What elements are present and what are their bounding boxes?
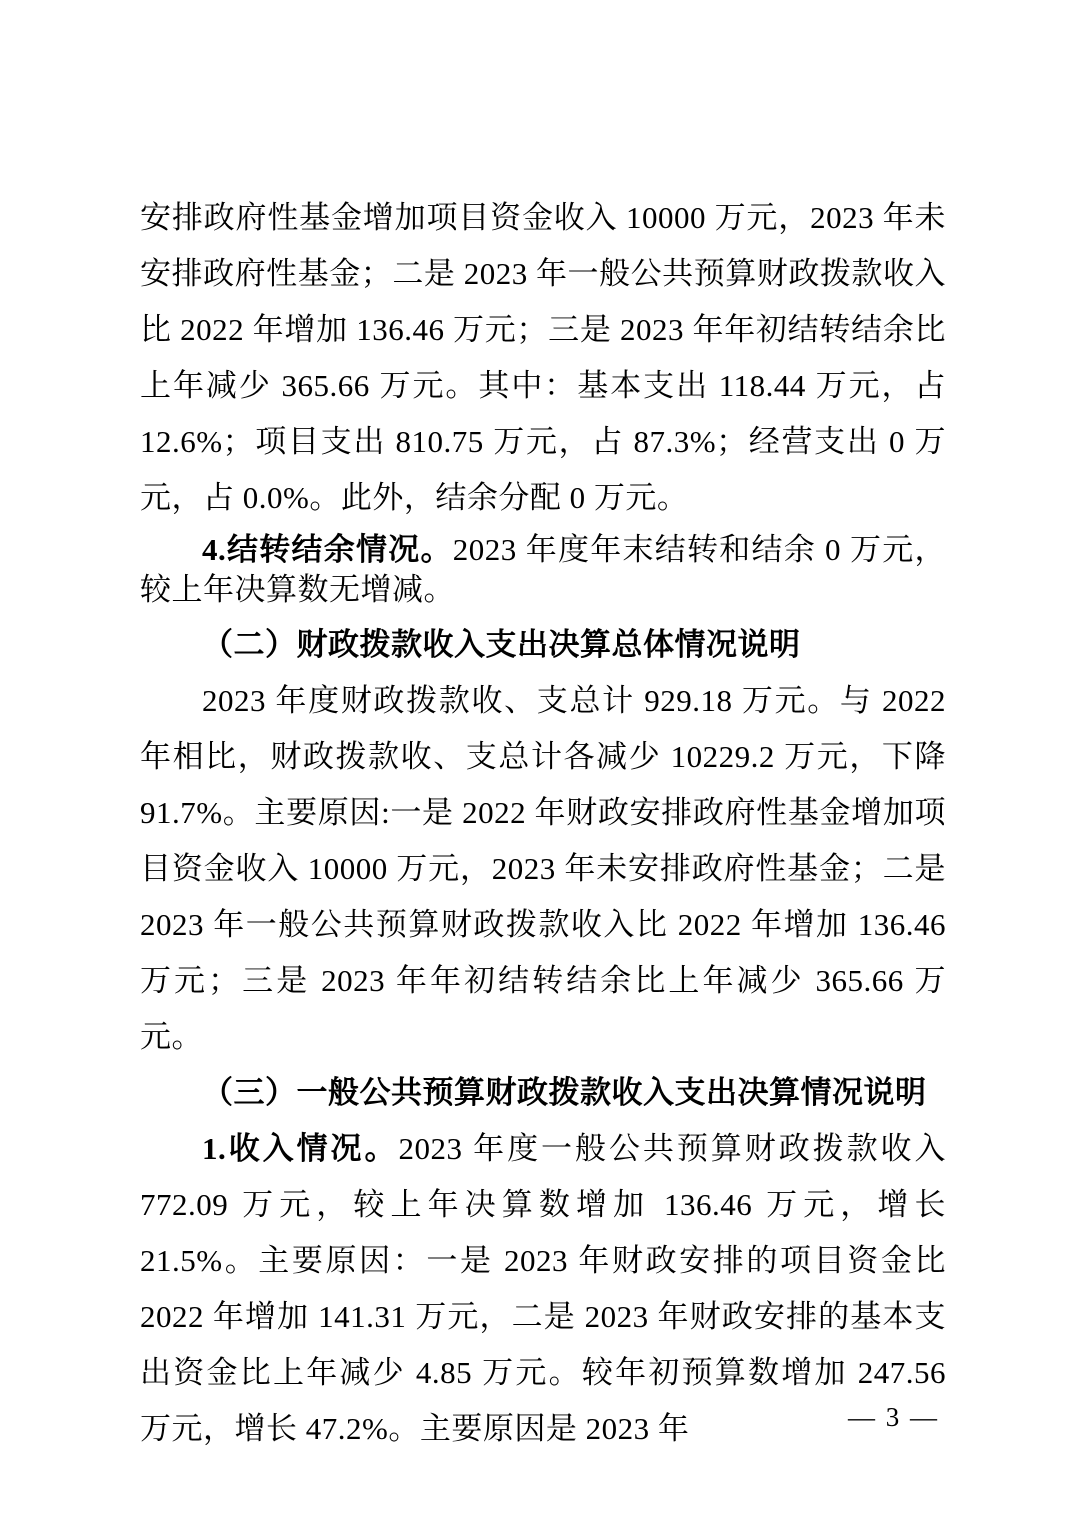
paragraph-carryover-status xyxy=(140,530,946,610)
paragraph-lead: 1.收入情况。 xyxy=(202,1131,399,1166)
paragraph-overview-continuation xyxy=(140,190,946,526)
page-body xyxy=(140,190,946,1457)
heading-text: （三）一般公共预算财政拨款收入支出决算情况说明 xyxy=(202,1075,927,1110)
paragraph-text: 2023 年度一般公共预算财政拨款收入 772.09 万元，较上年决算数增加 136.46 万元，增长 21.5%。主要原因：一是 2023 年财政安排的项目资金比 2022 年增加 141.31 万元，二是 2023 年财政安排的基本支出资金比上年减少 4.85 万元。较年初预算数增加 247.56 万元，增长 47.2%。主要原因是 2023 年 xyxy=(140,1131,947,1446)
heading-text: （二）财政拨款收入支出决算总体情况说明 xyxy=(202,627,801,662)
section-heading-general-budget xyxy=(140,1065,946,1121)
paragraph-text: 2023 年度财政拨款收、支总计 929.18 万元。与 2022 年相比，财政拨款收、支总计各减少 10229.2 万元，下降 91.7%。主要原因:一是 2022 年财政安排政府性基金增加项目资金收入 10000 万元，2023 年未安排政府性基金；二是 2023 年一般公共预算财政拨款收入比 2022 年增加 136.46 万元；三是 2023 年年初结转结余比上年减少 365.66 万元。 xyxy=(140,683,946,1054)
paragraph-income-status xyxy=(140,1121,946,1457)
paragraph-fiscal-totals xyxy=(140,673,946,1065)
paragraph-text: 安排政府性基金增加项目资金收入 10000 万元，2023 年未安排政府性基金；二是 2023 年一般公共预算财政拨款收入比 2022 年增加 136.46 万元；三是 2023 年年初结转结余比上年减少 365.66 万元。其中：基本支出 118.44 万元，占 12.6%；项目支出 810.75 万元，占 87.3%；经营支出 0 万元，占 0.0%。此外，结余分配 0 万元。 xyxy=(140,200,946,515)
page-number: — 3 — xyxy=(848,1402,939,1432)
section-heading-fiscal-appropriation xyxy=(140,617,946,673)
paragraph-lead: 4.结转结余情况。 xyxy=(202,532,453,567)
paragraph-text: 2023 年度年末结转和结余 0 万元，较上年决算数无增减。 xyxy=(140,532,946,607)
